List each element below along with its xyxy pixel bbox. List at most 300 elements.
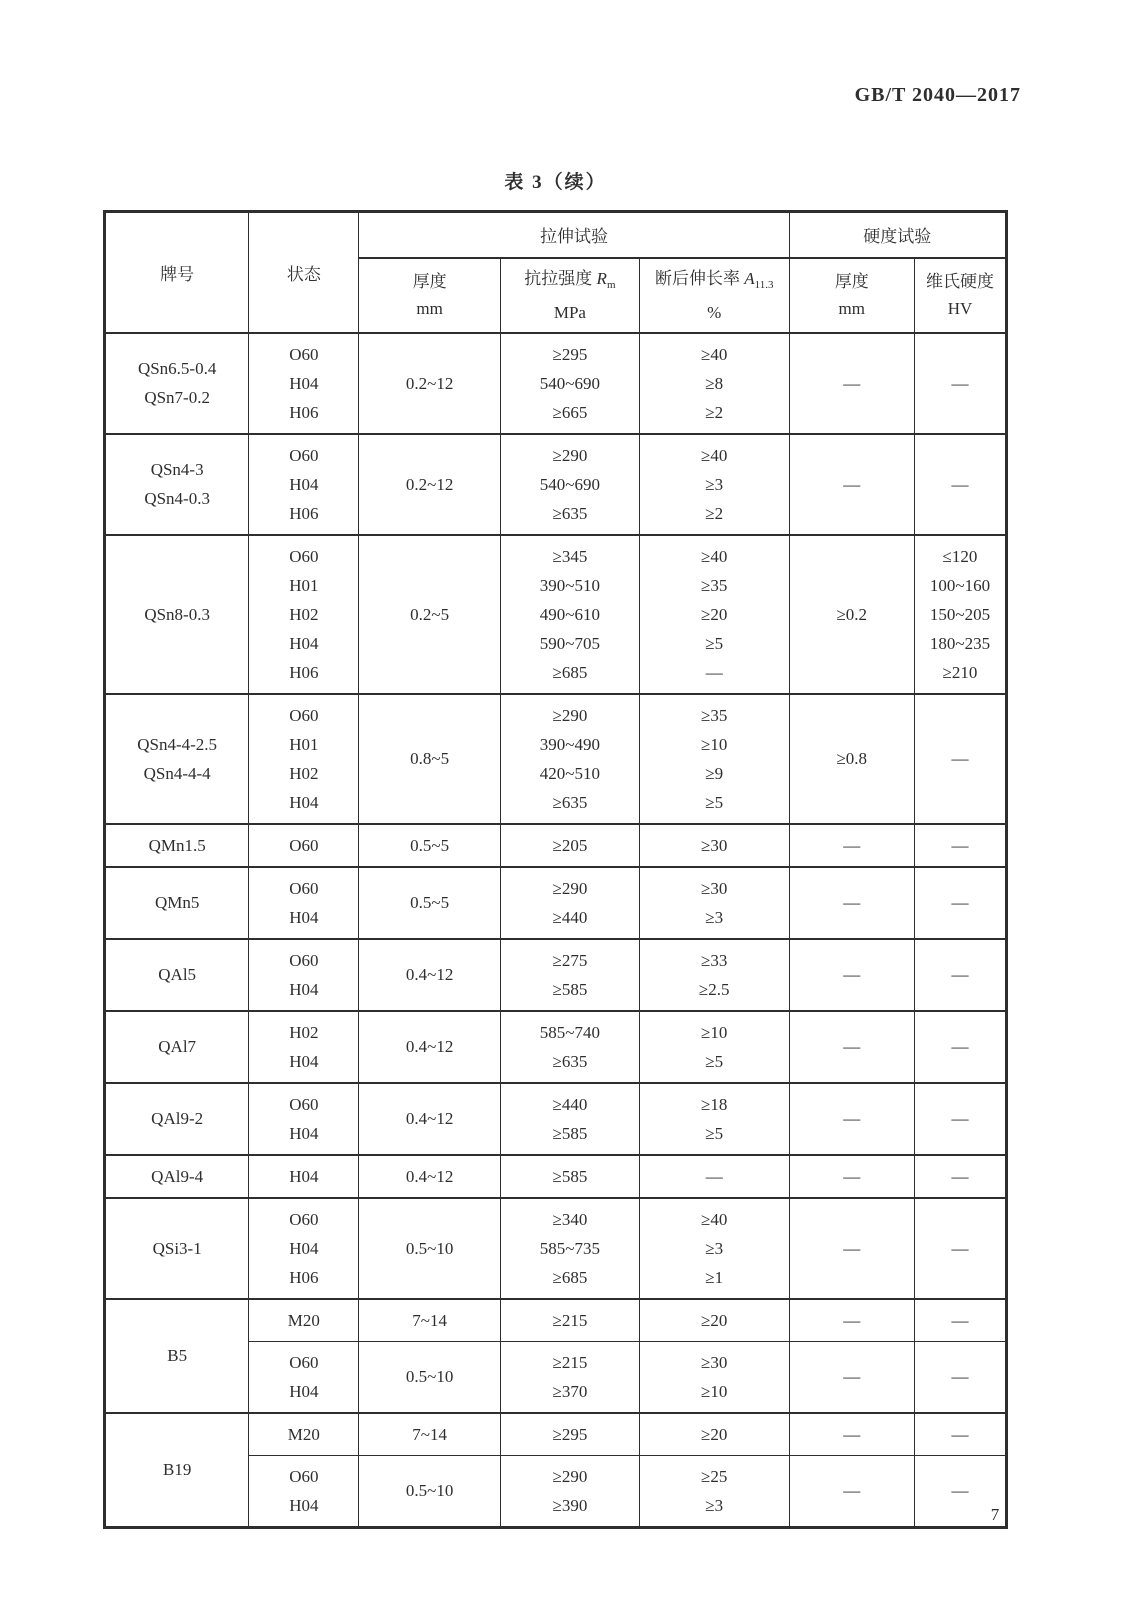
elongation-cell-value: ≥2 bbox=[705, 402, 724, 422]
hardness-thickness-cell bbox=[789, 694, 914, 824]
tensile-strength-cell bbox=[500, 1413, 639, 1456]
header-hardness-thickness bbox=[789, 258, 914, 333]
temper-cell bbox=[249, 694, 359, 824]
hardness-thickness-cell bbox=[789, 824, 914, 867]
elongation-cell bbox=[639, 434, 789, 535]
temper-cell-value: H04 bbox=[289, 907, 319, 927]
grade-cell-value: QSn4-3 bbox=[150, 460, 204, 479]
temper-cell bbox=[249, 333, 359, 434]
elongation-cell bbox=[639, 1299, 789, 1342]
hardness-thickness-cell bbox=[789, 1341, 914, 1413]
tensile-strength-cell-value: ≥440 bbox=[552, 1094, 588, 1114]
header-elongation-label: 断后伸长率 bbox=[654, 268, 745, 288]
header-elongation bbox=[639, 258, 789, 333]
thickness-cell bbox=[359, 694, 501, 824]
elongation-cell-value: ≥20 bbox=[701, 1424, 728, 1444]
elongation-cell-value: ≥1 bbox=[705, 1267, 724, 1287]
vickers-cell bbox=[914, 867, 1006, 939]
elongation-cell-value: ≥3 bbox=[705, 1238, 724, 1258]
elongation-cell-value: ≥3 bbox=[705, 1495, 724, 1515]
tensile-strength-cell-value: ≥340 bbox=[552, 1209, 588, 1229]
thickness-cell-value: 0.2~5 bbox=[410, 604, 450, 624]
tensile-strength-cell-value: ≥290 bbox=[552, 1466, 588, 1486]
tensile-strength-cell-value: ≥635 bbox=[552, 503, 588, 523]
thickness-cell-value: 0.2~12 bbox=[405, 474, 454, 494]
elongation-cell bbox=[639, 333, 789, 434]
temper-cell-value: H01 bbox=[289, 734, 319, 754]
hardness-thickness-cell bbox=[789, 1413, 914, 1456]
vickers-cell bbox=[914, 1198, 1006, 1299]
vickers-cell-value: — bbox=[951, 1037, 969, 1056]
hardness-thickness-cell bbox=[789, 939, 914, 1011]
tensile-strength-cell-value: ≥215 bbox=[552, 1352, 588, 1372]
elongation-cell-value: ≥30 bbox=[701, 835, 728, 855]
temper-cell-value: H04 bbox=[289, 979, 319, 999]
grade-cell bbox=[105, 694, 249, 824]
elongation-cell bbox=[639, 824, 789, 867]
temper-cell-value: O60 bbox=[289, 1209, 319, 1229]
header-vickers-label: 维氏硬度 bbox=[925, 272, 994, 291]
thickness-cell bbox=[359, 434, 501, 535]
grade-cell-value: QSi3-1 bbox=[152, 1238, 202, 1258]
tensile-strength-cell-value: ≥685 bbox=[552, 1267, 588, 1287]
grade-cell-value: QMn5 bbox=[154, 893, 200, 912]
temper-cell-value: H04 bbox=[289, 1166, 319, 1186]
elongation-cell-value: ≥40 bbox=[701, 344, 728, 364]
hardness-thickness-cell-value: — bbox=[843, 1310, 861, 1330]
tensile-strength-cell-value: ≥215 bbox=[552, 1310, 588, 1330]
hardness-thickness-cell bbox=[789, 1011, 914, 1083]
temper-cell-value: O60 bbox=[289, 1094, 319, 1114]
vickers-cell-value: — bbox=[951, 1109, 969, 1128]
elongation-cell bbox=[639, 867, 789, 939]
table-row bbox=[105, 1155, 1007, 1198]
hardness-thickness-cell-value: — bbox=[843, 835, 861, 855]
page-number: 7 bbox=[990, 1505, 1000, 1524]
tensile-strength-cell-value: 540~690 bbox=[539, 474, 600, 494]
thickness-cell-value: 0.5~10 bbox=[405, 1238, 454, 1258]
temper-cell-value: H04 bbox=[289, 792, 319, 812]
temper-cell-value: H06 bbox=[289, 662, 319, 682]
grade-cell bbox=[105, 535, 249, 694]
tensile-strength-cell-value: ≥290 bbox=[552, 445, 588, 465]
header-tensile-thickness-unit: mm bbox=[416, 299, 443, 318]
elongation-symbol: A bbox=[744, 268, 755, 288]
thickness-cell-value: 0.5~5 bbox=[410, 835, 450, 855]
tensile-strength-cell bbox=[500, 694, 639, 824]
thickness-cell bbox=[359, 1198, 501, 1299]
elongation-symbol-sub: 11.3 bbox=[754, 278, 774, 291]
elongation-cell-value: ≥3 bbox=[705, 474, 724, 494]
tensile-strength-cell-value: 420~510 bbox=[539, 763, 600, 783]
elongation-cell-value: ≥35 bbox=[701, 575, 728, 595]
elongation-cell-value: ≥10 bbox=[701, 1022, 728, 1042]
table-row bbox=[105, 1083, 1007, 1155]
grade-cell-value: QAl5 bbox=[158, 965, 197, 984]
grade-cell-value: QSn8-0.3 bbox=[144, 604, 210, 624]
table-row bbox=[105, 1299, 1007, 1342]
temper-cell-value: H06 bbox=[289, 1267, 319, 1287]
hardness-thickness-cell-value: — bbox=[843, 965, 861, 984]
thickness-cell-value: 0.4~12 bbox=[405, 1037, 454, 1056]
properties-table-wrap bbox=[103, 210, 1008, 1529]
elongation-cell-value: ≥20 bbox=[701, 1310, 728, 1330]
elongation-cell-value: ≥9 bbox=[705, 763, 724, 783]
tensile-strength-cell-value: 390~510 bbox=[539, 575, 600, 595]
vickers-cell bbox=[914, 333, 1006, 434]
temper-cell-value: O60 bbox=[289, 546, 319, 566]
header-vickers bbox=[914, 258, 1006, 333]
header-tensile-strength-label: 抗拉强度 bbox=[524, 268, 597, 288]
thickness-cell bbox=[359, 1413, 501, 1456]
vickers-cell bbox=[914, 1341, 1006, 1413]
thickness-cell-value: 7~14 bbox=[412, 1310, 447, 1330]
thickness-cell bbox=[359, 1299, 501, 1342]
grade-cell-value: QSn4-0.3 bbox=[144, 489, 210, 508]
thickness-cell-value: 7~14 bbox=[412, 1424, 447, 1444]
table-row bbox=[105, 939, 1007, 1011]
header-tensile-group: 拉伸试验 bbox=[359, 212, 789, 258]
table-row bbox=[105, 824, 1007, 867]
elongation-cell bbox=[639, 535, 789, 694]
thickness-cell-value: 0.4~12 bbox=[405, 965, 454, 984]
elongation-cell-value: ≥10 bbox=[701, 1381, 728, 1401]
thickness-cell-value: 0.4~12 bbox=[405, 1109, 454, 1128]
tensile-strength-cell-value: 540~690 bbox=[539, 373, 600, 393]
grade-cell-value: B5 bbox=[167, 1346, 188, 1365]
temper-cell-value: O60 bbox=[289, 835, 319, 855]
grade-cell bbox=[105, 1413, 249, 1528]
hardness-thickness-cell-value: — bbox=[843, 893, 861, 912]
tensile-strength-cell bbox=[500, 1083, 639, 1155]
elongation-cell-value: ≥10 bbox=[701, 734, 728, 754]
tensile-strength-cell-value: 490~610 bbox=[539, 604, 600, 624]
tensile-strength-cell bbox=[500, 1341, 639, 1413]
hardness-thickness-cell bbox=[789, 1455, 914, 1527]
header-tensile-thickness-label: 厚度 bbox=[412, 272, 447, 291]
grade-cell bbox=[105, 1155, 249, 1198]
vickers-cell bbox=[914, 434, 1006, 535]
temper-cell bbox=[249, 939, 359, 1011]
thickness-cell bbox=[359, 939, 501, 1011]
grade-cell bbox=[105, 867, 249, 939]
hardness-thickness-cell bbox=[789, 1083, 914, 1155]
elongation-cell-value: ≥25 bbox=[701, 1466, 728, 1486]
temper-cell bbox=[249, 1413, 359, 1456]
tensile-strength-cell-value: ≥440 bbox=[552, 907, 588, 927]
temper-cell-value: O60 bbox=[289, 445, 319, 465]
grade-cell bbox=[105, 939, 249, 1011]
vickers-cell-value: — bbox=[951, 1424, 969, 1444]
thickness-cell-value: 0.5~5 bbox=[410, 893, 450, 912]
table-body bbox=[105, 333, 1007, 1528]
thickness-cell bbox=[359, 1455, 501, 1527]
tensile-strength-cell-value: ≥295 bbox=[552, 344, 588, 364]
tensile-strength-cell-value: 390~490 bbox=[539, 734, 600, 754]
tensile-strength-cell bbox=[500, 939, 639, 1011]
thickness-cell bbox=[359, 535, 501, 694]
hardness-thickness-cell-value: — bbox=[843, 373, 861, 393]
tensile-strength-cell-value: ≥665 bbox=[552, 402, 588, 422]
table-row bbox=[105, 694, 1007, 824]
thickness-cell bbox=[359, 333, 501, 434]
vickers-cell-value: ≥210 bbox=[942, 662, 978, 682]
vickers-cell-value: — bbox=[951, 1367, 969, 1386]
header-elongation-unit: % bbox=[707, 302, 722, 322]
thickness-cell-value: 0.8~5 bbox=[410, 749, 450, 768]
hardness-thickness-cell-value: ≥0.2 bbox=[836, 604, 868, 624]
temper-cell bbox=[249, 434, 359, 535]
vickers-cell bbox=[914, 535, 1006, 694]
temper-cell-value: H04 bbox=[289, 1381, 319, 1401]
elongation-cell bbox=[639, 1155, 789, 1198]
vickers-cell-value: — bbox=[951, 965, 969, 984]
hardness-thickness-cell-value: — bbox=[843, 1166, 861, 1186]
hardness-thickness-cell-value: — bbox=[843, 1481, 861, 1500]
elongation-cell-value: ≥5 bbox=[705, 1051, 724, 1071]
elongation-cell bbox=[639, 1413, 789, 1456]
temper-cell-value: H02 bbox=[289, 604, 319, 624]
temper-cell bbox=[249, 1341, 359, 1413]
thickness-cell-value: 0.4~12 bbox=[405, 1166, 454, 1186]
vickers-cell-value: — bbox=[951, 1166, 969, 1186]
tensile-strength-cell-value: ≥585 bbox=[552, 979, 588, 999]
elongation-cell bbox=[639, 1455, 789, 1527]
hardness-thickness-cell bbox=[789, 1299, 914, 1342]
temper-cell-value: O60 bbox=[289, 344, 319, 364]
thickness-cell bbox=[359, 1011, 501, 1083]
tensile-strength-cell-value: ≥390 bbox=[552, 1495, 588, 1515]
grade-cell bbox=[105, 824, 249, 867]
vickers-cell-value: — bbox=[951, 1481, 969, 1500]
temper-cell-value: H06 bbox=[289, 503, 319, 523]
elongation-cell bbox=[639, 694, 789, 824]
grade-cell-value: QSn7-0.2 bbox=[144, 388, 210, 407]
vickers-cell-value: 150~205 bbox=[929, 604, 991, 624]
header-grade: 牌号 bbox=[105, 212, 249, 333]
elongation-cell bbox=[639, 1083, 789, 1155]
tensile-strength-cell bbox=[500, 1299, 639, 1342]
grade-cell bbox=[105, 1299, 249, 1413]
vickers-cell-value: 180~235 bbox=[929, 633, 991, 653]
temper-cell-value: H04 bbox=[289, 373, 319, 393]
temper-cell bbox=[249, 1198, 359, 1299]
temper-cell bbox=[249, 824, 359, 867]
tensile-strength-cell-value: ≥370 bbox=[552, 1381, 588, 1401]
temper-cell bbox=[249, 535, 359, 694]
grade-cell bbox=[105, 434, 249, 535]
grade-cell-value: QMn1.5 bbox=[148, 835, 206, 855]
hardness-thickness-cell-value: — bbox=[843, 1109, 861, 1128]
elongation-cell bbox=[639, 1011, 789, 1083]
temper-cell bbox=[249, 1083, 359, 1155]
tensile-strength-cell-value: ≥290 bbox=[552, 878, 588, 898]
tensile-strength-cell bbox=[500, 867, 639, 939]
tensile-strength-cell-value: ≥635 bbox=[552, 1051, 588, 1071]
temper-cell-value: H01 bbox=[289, 575, 319, 595]
elongation-cell-value: ≥2 bbox=[705, 503, 724, 523]
header-hardness-thickness-label: 厚度 bbox=[834, 272, 869, 291]
vickers-cell-value: 100~160 bbox=[929, 575, 991, 595]
table-row bbox=[105, 434, 1007, 535]
vickers-cell bbox=[914, 939, 1006, 1011]
grade-cell-value: QAl9-2 bbox=[151, 1109, 204, 1128]
hardness-thickness-cell-value: — bbox=[843, 474, 861, 494]
temper-cell-value: O60 bbox=[289, 878, 319, 898]
temper-cell-value: H04 bbox=[289, 1495, 319, 1515]
grade-cell bbox=[105, 1198, 249, 1299]
tensile-strength-cell-value: ≥685 bbox=[552, 662, 588, 682]
elongation-cell-value: ≥33 bbox=[701, 950, 728, 970]
thickness-cell-value: 0.2~12 bbox=[405, 373, 454, 393]
elongation-cell-value: ≥5 bbox=[705, 1123, 724, 1143]
elongation-cell bbox=[639, 1198, 789, 1299]
vickers-cell bbox=[914, 1155, 1006, 1198]
header-tensile-strength-unit: MPa bbox=[553, 302, 586, 322]
tensile-strength-cell-value: 585~735 bbox=[539, 1238, 600, 1258]
properties-table bbox=[103, 210, 1008, 1529]
hardness-thickness-cell-value: — bbox=[843, 1367, 861, 1386]
tensile-strength-cell bbox=[500, 535, 639, 694]
tensile-strength-cell bbox=[500, 824, 639, 867]
elongation-cell-value: ≥8 bbox=[705, 373, 724, 393]
tensile-strength-cell-value: ≥345 bbox=[552, 546, 588, 566]
temper-cell-value: H04 bbox=[289, 633, 319, 653]
grade-cell-value: QSn4-4-2.5 bbox=[137, 734, 218, 754]
elongation-cell-value: ≥40 bbox=[701, 546, 728, 566]
tensile-strength-cell bbox=[500, 333, 639, 434]
grade-cell-value: QSn4-4-4 bbox=[143, 763, 211, 783]
elongation-cell-value: — bbox=[705, 662, 723, 682]
hardness-thickness-cell bbox=[789, 1198, 914, 1299]
vickers-cell-value: — bbox=[951, 1238, 969, 1258]
elongation-cell-value: ≥30 bbox=[701, 878, 728, 898]
tensile-strength-cell-value: ≥585 bbox=[552, 1123, 588, 1143]
header-hardness-group: 硬度试验 bbox=[789, 212, 1006, 258]
header-hardness-thickness-unit: mm bbox=[838, 299, 865, 318]
thickness-cell bbox=[359, 1155, 501, 1198]
hardness-thickness-cell-value: ≥0.8 bbox=[836, 749, 868, 768]
thickness-cell-value: 0.5~10 bbox=[405, 1367, 454, 1386]
elongation-cell-value: ≥40 bbox=[701, 445, 728, 465]
tensile-strength-cell-value: ≥295 bbox=[552, 1424, 588, 1444]
table-row bbox=[105, 1011, 1007, 1083]
vickers-cell bbox=[914, 1299, 1006, 1342]
elongation-cell-value: ≥2.5 bbox=[698, 979, 730, 999]
tensile-strength-symbol-sub: m bbox=[606, 278, 616, 291]
vickers-cell-value: — bbox=[951, 835, 969, 855]
hardness-thickness-cell bbox=[789, 333, 914, 434]
grade-cell bbox=[105, 1083, 249, 1155]
header-vickers-unit: HV bbox=[947, 299, 973, 318]
hardness-thickness-cell bbox=[789, 867, 914, 939]
header-tensile-thickness bbox=[359, 258, 501, 333]
temper-cell-value: H04 bbox=[289, 1238, 319, 1258]
tensile-strength-symbol: R bbox=[596, 268, 607, 288]
header-temper: 状态 bbox=[249, 212, 359, 333]
tensile-strength-cell bbox=[500, 1198, 639, 1299]
grade-cell bbox=[105, 333, 249, 434]
vickers-cell bbox=[914, 694, 1006, 824]
elongation-cell-value: ≥5 bbox=[705, 633, 724, 653]
grade-cell bbox=[105, 1011, 249, 1083]
temper-cell bbox=[249, 867, 359, 939]
elongation-cell-value: — bbox=[705, 1166, 723, 1186]
tensile-strength-cell bbox=[500, 1011, 639, 1083]
hardness-thickness-cell bbox=[789, 1155, 914, 1198]
header-tensile-strength bbox=[500, 258, 639, 333]
tensile-strength-cell-value: ≥205 bbox=[552, 835, 588, 855]
thickness-cell bbox=[359, 867, 501, 939]
tensile-strength-cell-value: ≥635 bbox=[552, 792, 588, 812]
tensile-strength-cell bbox=[500, 1155, 639, 1198]
temper-cell-value: O60 bbox=[289, 705, 319, 725]
tensile-strength-cell bbox=[500, 434, 639, 535]
elongation-cell-value: ≥35 bbox=[701, 705, 728, 725]
vickers-cell-value: — bbox=[951, 474, 969, 494]
temper-cell bbox=[249, 1455, 359, 1527]
vickers-cell-value: — bbox=[951, 1310, 969, 1330]
temper-cell-value: H02 bbox=[289, 763, 319, 783]
hardness-thickness-cell-value: — bbox=[843, 1238, 861, 1258]
vickers-cell-value: — bbox=[951, 749, 969, 768]
table-title: 表 3（续） bbox=[504, 172, 607, 193]
thickness-cell-value: 0.5~10 bbox=[405, 1481, 454, 1500]
elongation-cell bbox=[639, 1341, 789, 1413]
thickness-cell bbox=[359, 1083, 501, 1155]
standard-code: GB/T 2040—2017 bbox=[854, 84, 1021, 106]
elongation-cell-value: ≥3 bbox=[705, 907, 724, 927]
tensile-strength-cell-value: ≥585 bbox=[552, 1166, 588, 1186]
grade-cell-value: QAl7 bbox=[158, 1037, 197, 1056]
tensile-strength-cell-value: ≥275 bbox=[552, 950, 588, 970]
elongation-cell-value: ≥5 bbox=[705, 792, 724, 812]
grade-cell-value: B19 bbox=[162, 1460, 192, 1479]
temper-cell-value: O60 bbox=[289, 1352, 319, 1372]
grade-cell-value: QSn6.5-0.4 bbox=[137, 359, 217, 378]
hardness-thickness-cell bbox=[789, 434, 914, 535]
temper-cell bbox=[249, 1155, 359, 1198]
elongation-cell bbox=[639, 939, 789, 1011]
hardness-thickness-cell bbox=[789, 535, 914, 694]
elongation-cell-value: ≥20 bbox=[701, 604, 728, 624]
temper-cell bbox=[249, 1299, 359, 1342]
temper-cell bbox=[249, 1011, 359, 1083]
grade-cell-value: QAl9-4 bbox=[151, 1166, 204, 1186]
temper-cell-value: O60 bbox=[289, 1466, 319, 1486]
elongation-cell-value: ≥40 bbox=[701, 1209, 728, 1229]
temper-cell-value: H06 bbox=[289, 402, 319, 422]
table-row bbox=[105, 535, 1007, 694]
temper-cell-value: M20 bbox=[287, 1424, 320, 1444]
temper-cell-value: M20 bbox=[287, 1310, 320, 1330]
temper-cell-value: H04 bbox=[289, 1051, 319, 1071]
hardness-thickness-cell-value: — bbox=[843, 1037, 861, 1056]
table-row bbox=[105, 1198, 1007, 1299]
temper-cell-value: O60 bbox=[289, 950, 319, 970]
thickness-cell bbox=[359, 1341, 501, 1413]
vickers-cell bbox=[914, 1083, 1006, 1155]
tensile-strength-cell-value: 590~705 bbox=[539, 633, 600, 653]
table-row bbox=[105, 867, 1007, 939]
vickers-cell-value: ≤120 bbox=[942, 546, 978, 566]
thickness-cell bbox=[359, 824, 501, 867]
vickers-cell-value: — bbox=[951, 373, 969, 393]
tensile-strength-cell-value: 585~740 bbox=[539, 1022, 600, 1042]
hardness-thickness-cell-value: — bbox=[843, 1424, 861, 1444]
temper-cell-value: H04 bbox=[289, 1123, 319, 1143]
table-row bbox=[105, 1413, 1007, 1456]
